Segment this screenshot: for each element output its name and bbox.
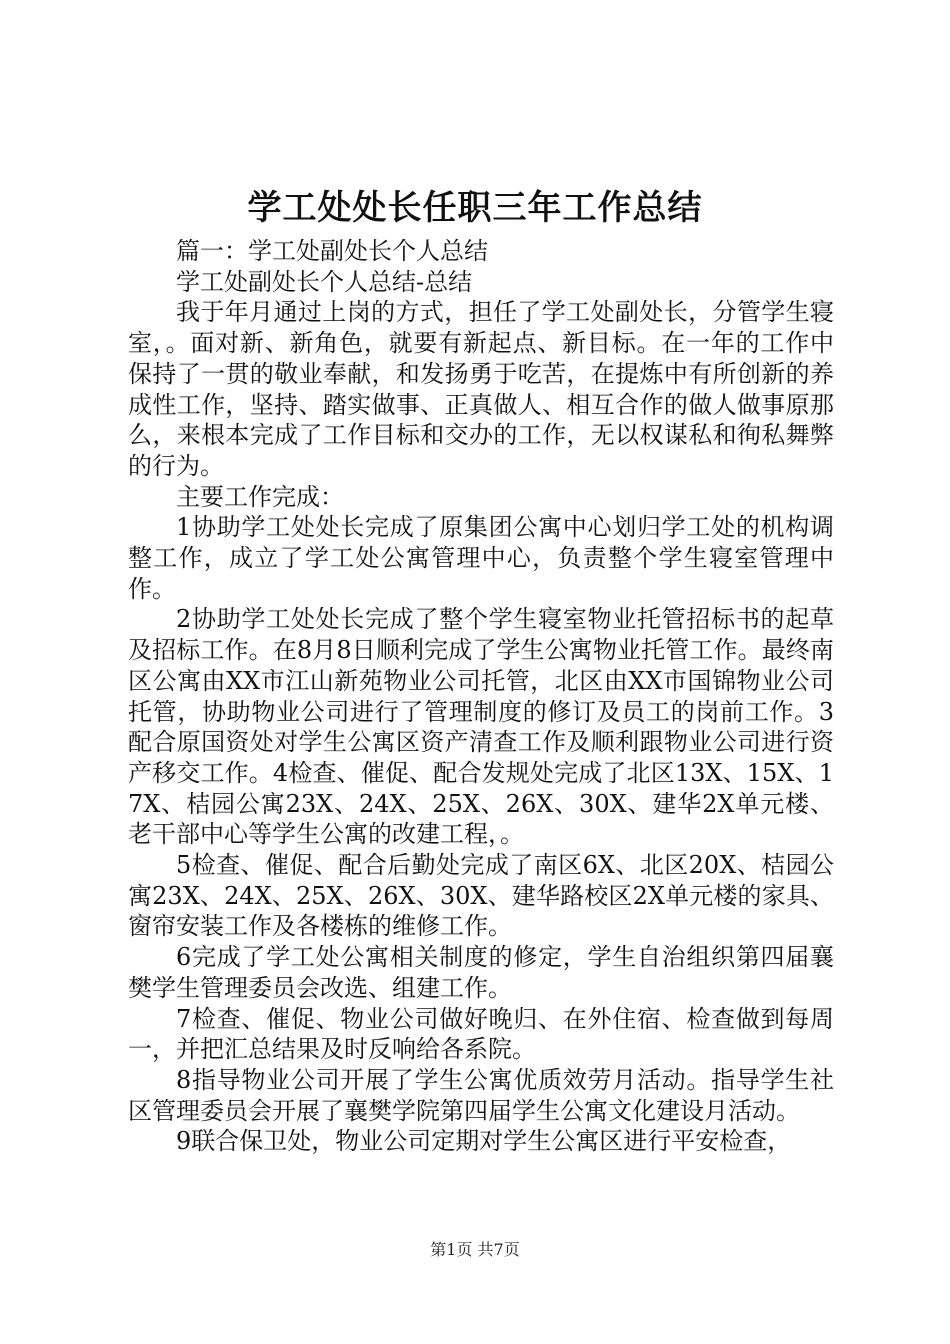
paragraph: 1协助学工处处长完成了原集团公寓中心划归学工处的机构调整工作，成立了学工处公寓管理中心，负责整个学生寝室管理中作。 — [128, 513, 834, 603]
page-number: 第1页 共7页 — [430, 1240, 520, 1259]
paragraph: 主要工作完成： — [176, 482, 344, 511]
paragraph: 篇一：学工处副处长个人总结 — [176, 237, 488, 265]
paragraph: 我于年月通过上岗的方式，担任了学工处副处长，分管学生寝室，。面对新、新角色，就要有新起点、新目标。在一年的工作中保持了一贯的敬业奉献，和发扬勇于吃苦，在提炼中有所创新的养成性工作，坚持、踏实做事、正真做人、相互合作的做人做事原那么，来根本完成了工作目标和交办的工作，无以权谋私和徇私舞弊的行为。 — [128, 298, 834, 480]
paragraph: 7检查、催促、物业公司做好晚归、在外住宿、检查做到每周一，并把汇总结果及时反响给各系院。 — [128, 1004, 834, 1064]
paragraph: 5检查、催促、配合后勤处完成了南区6X、北区20X、桔园公寓23X、24X、25X、26X、30X、建华路校区2X单元楼的家具、窗帘安装工作及各楼栋的维修工作。 — [128, 851, 834, 941]
paragraph: 学工处副处长个人总结-总结 — [176, 267, 473, 296]
document-title: 学工处处长任职三年工作总结 — [247, 188, 703, 228]
paragraph: 8指导物业公司开展了学生公寓优质效劳月活动。指导学生社区管理委员会开展了襄樊学院第四届学生公寓文化建设月活动。 — [128, 1065, 834, 1125]
document-body — [128, 236, 834, 1157]
paragraph: 6完成了学工处公寓相关制度的修定，学生自治组织第四届襄樊学生管理委员会改选、组建工作。 — [128, 943, 834, 1002]
paragraph: 2协助学工处处长完成了整个学生寝室物业托管招标书的起草及招标工作。在8月8日顺利完成了学生公寓物业托管工作。最终南区公寓由XX市江山新苑物业公司托管，北区由XX市国锦物业公司托管，协助物业公司进行了管理制度的修订及员工的岗前工作。3配合原国资处对学生公寓区资产清查工作及顺利跟物业公司进行资产移交工作。4检查、催促、配合发规处完成了北区13X、15X、17X、桔园公寓23X、24X、25X、26X、30X、建华2X单元楼、老干部中心等学生公寓的改建工程，。 — [128, 605, 834, 849]
paragraph: 9联合保卫处，物业公司定期对学生公寓区进行平安检查， — [176, 1127, 792, 1156]
